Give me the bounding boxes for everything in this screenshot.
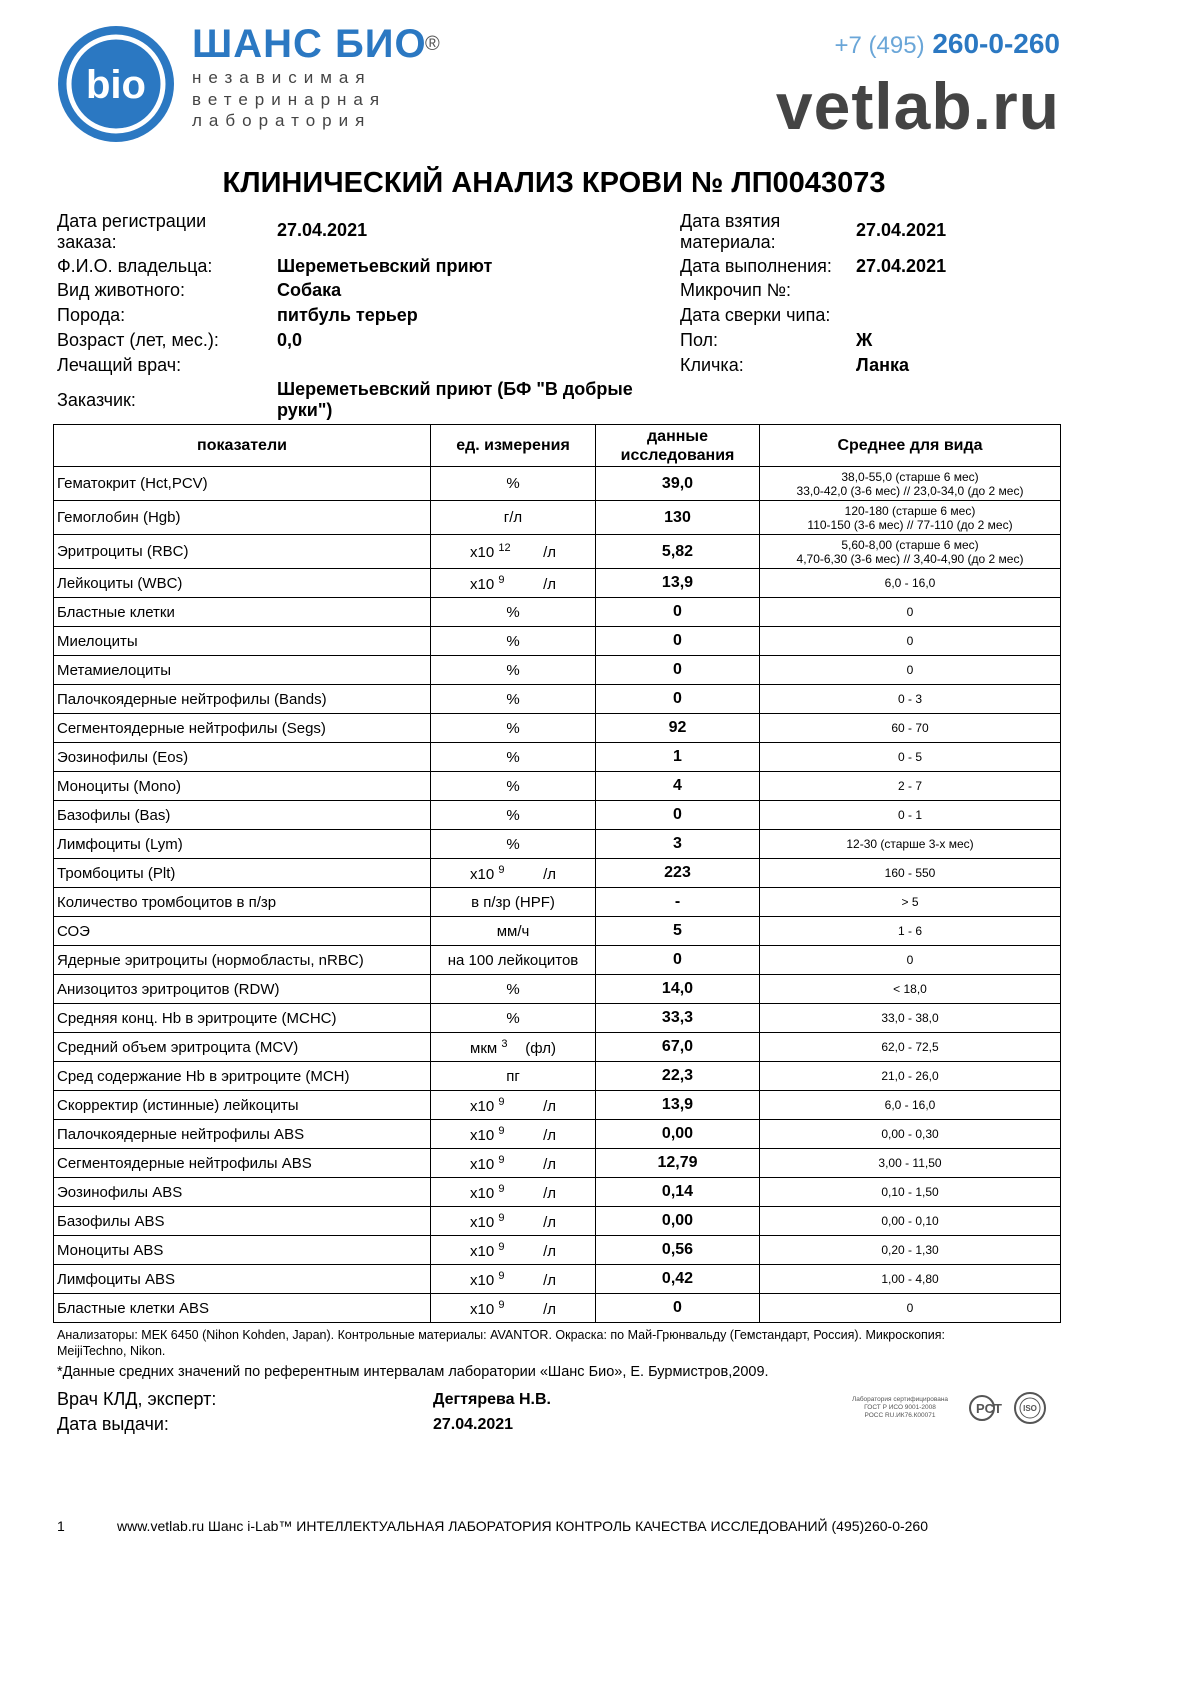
- row-param: СОЭ: [54, 917, 431, 946]
- row-unit: мм/ч: [431, 917, 596, 946]
- pct-cert-icon: [967, 1393, 1011, 1423]
- row-reference: 6,0 - 16,0: [760, 1091, 1061, 1120]
- row-unit: %: [431, 743, 596, 772]
- row-unit: %: [431, 714, 596, 743]
- row-result: 5,82: [596, 535, 760, 569]
- sex-label: Пол:: [680, 330, 719, 350]
- row-reference: 12-30 (старше 3-х мес): [760, 830, 1061, 859]
- footer-contact-line: www.vetlab.ru Шанс i-Lab™ ИНТЕЛЛЕКТУАЛЬНАЯ ЛАБОРАТОРИЯ КОНТРОЛЬ КАЧЕСТВА ИССЛЕДОВАНИЙ (495)260-0-260: [117, 1518, 929, 1534]
- row-reference: 0: [760, 1294, 1061, 1323]
- row-result: 1: [596, 743, 760, 772]
- row-param: Средняя конц. Hb в эритроците (MCHC): [54, 1004, 431, 1033]
- table-row: [54, 946, 1061, 975]
- row-result: 12,79: [596, 1149, 760, 1178]
- row-result: 0,00: [596, 1207, 760, 1236]
- row-reference: 1 - 6: [760, 917, 1061, 946]
- lab-website[interactable]: vetlab.ru: [775, 69, 1060, 143]
- row-unit: x10 $^9$ /л: [431, 1178, 596, 1207]
- row-result: 0,14: [596, 1178, 760, 1207]
- row-param: Базофилы (Bas): [54, 801, 431, 830]
- pet-name-value: Ланка: [856, 355, 909, 375]
- table-row: [54, 859, 1061, 888]
- row-param: Тромбоциты (Plt): [54, 859, 431, 888]
- row-unit: %: [431, 598, 596, 627]
- header-ref: Среднее для вида: [760, 425, 1061, 467]
- row-result: 39,0: [596, 467, 760, 501]
- row-param: Лейкоциты (WBC): [54, 569, 431, 598]
- table-row: [54, 501, 1061, 535]
- vet-label: Лечащий врач:: [57, 355, 182, 375]
- row-unit: x10 $^9$ /л: [431, 859, 596, 888]
- row-param: Ядерные эритроциты (нормобласты, nRBC): [54, 946, 431, 975]
- row-reference: > 5: [760, 888, 1061, 917]
- document-title: КЛИНИЧЕСКИЙ АНАЛИЗ КРОВИ № ЛП0043073: [222, 167, 886, 199]
- row-result: 0: [596, 801, 760, 830]
- row-param: Средний объем эритроцита (MCV): [54, 1033, 431, 1062]
- row-result: 0: [596, 685, 760, 714]
- row-unit: x10 $^9$ /л: [431, 1294, 596, 1323]
- row-result: 13,9: [596, 569, 760, 598]
- table-row: [54, 467, 1061, 501]
- results-table: [53, 424, 1061, 1323]
- breed-value: питбуль терьер: [277, 305, 418, 325]
- brand-registered-mark: ®: [425, 33, 440, 55]
- row-result: 5: [596, 917, 760, 946]
- done-date-label: Дата выполнения:: [680, 256, 832, 276]
- table-row: [54, 627, 1061, 656]
- row-param: Палочкоядерные нейтрофилы ABS: [54, 1120, 431, 1149]
- table-row: [54, 656, 1061, 685]
- row-param: Лимфоциты (Lym): [54, 830, 431, 859]
- row-unit: %: [431, 627, 596, 656]
- breed-label: Порода:: [57, 305, 126, 325]
- row-result: 0: [596, 656, 760, 685]
- row-unit: x10 $^9$ /л: [431, 1149, 596, 1178]
- row-reference: 160 - 550: [760, 859, 1061, 888]
- issue-date-label: Дата выдачи:: [57, 1414, 169, 1434]
- row-reference: 62,0 - 72,5: [760, 1033, 1061, 1062]
- row-unit: x10 $^9$ /л: [431, 569, 596, 598]
- row-unit: %: [431, 467, 596, 501]
- species-label: Вид животного:: [57, 280, 186, 300]
- row-reference: 3,00 - 11,50: [760, 1149, 1061, 1178]
- row-unit: %: [431, 830, 596, 859]
- row-reference: 0: [760, 946, 1061, 975]
- brand-name: ШАНС БИО: [192, 22, 427, 66]
- row-param: Скорректир (истинные) лейкоциты: [54, 1091, 431, 1120]
- row-param: Сегментоядерные нейтрофилы ABS: [54, 1149, 431, 1178]
- row-unit: в п/зр (HPF): [431, 888, 596, 917]
- row-param: Моноциты ABS: [54, 1236, 431, 1265]
- age-label: Возраст (лет, мес.):: [57, 330, 219, 350]
- header-param: показатели: [54, 425, 431, 467]
- row-param: Эозинофилы ABS: [54, 1178, 431, 1207]
- brand-subtitle-line-1: независимая: [192, 68, 372, 87]
- table-row: [54, 714, 1061, 743]
- row-result: 4: [596, 772, 760, 801]
- row-reference: 0: [760, 656, 1061, 685]
- table-row: [54, 1091, 1061, 1120]
- table-row: [54, 888, 1061, 917]
- row-unit: x10 $^9$ /л: [431, 1265, 596, 1294]
- row-reference: 0,00 - 0,10: [760, 1207, 1061, 1236]
- row-result: 0: [596, 946, 760, 975]
- table-row: [54, 743, 1061, 772]
- table-row: [54, 1178, 1061, 1207]
- page-number: 1: [57, 1518, 65, 1534]
- row-param: Сред содержание Hb в эритроците (MCH): [54, 1062, 431, 1091]
- chip-label: Микрочип №:: [680, 280, 792, 300]
- row-reference: 21,0 - 26,0: [760, 1062, 1061, 1091]
- row-unit: мкм $^3$ (фл): [431, 1033, 596, 1062]
- table-row: [54, 569, 1061, 598]
- row-result: 0,00: [596, 1120, 760, 1149]
- sample-date-value: 27.04.2021: [856, 220, 947, 240]
- row-result: -: [596, 888, 760, 917]
- row-param: Количество тромбоцитов в п/зр: [54, 888, 431, 917]
- row-result: 14,0: [596, 975, 760, 1004]
- row-unit: %: [431, 656, 596, 685]
- row-param: Сегментоядерные нейтрофилы (Segs): [54, 714, 431, 743]
- table-row: [54, 975, 1061, 1004]
- table-row: [54, 1207, 1061, 1236]
- phone-number: 260-0-260: [932, 28, 1060, 59]
- reference-note: *Данные средних значений по референтным интервалам лаборатории «Шанс Био», Е. Бурмистров,2009.: [57, 1364, 769, 1380]
- row-unit: %: [431, 801, 596, 830]
- row-param: Палочкоядерные нейтрофилы (Bands): [54, 685, 431, 714]
- svg-text:ISO: ISO: [1023, 1404, 1037, 1413]
- sample-date-label: Дата взятия материала:: [680, 211, 781, 252]
- phone-prefix: +7 (495): [834, 32, 925, 59]
- doctor-label: Врач КЛД, эксперт:: [57, 1389, 217, 1409]
- row-reference: < 18,0: [760, 975, 1061, 1004]
- row-param: Бластные клетки ABS: [54, 1294, 431, 1323]
- table-row: [54, 1062, 1061, 1091]
- row-result: 130: [596, 501, 760, 535]
- issue-date-value: 27.04.2021: [433, 1416, 514, 1433]
- table-row: [54, 1033, 1061, 1062]
- row-unit: %: [431, 975, 596, 1004]
- row-result: 22,3: [596, 1062, 760, 1091]
- table-header-row: [54, 425, 1061, 467]
- row-unit: г/л: [431, 501, 596, 535]
- done-date-value: 27.04.2021: [856, 256, 947, 276]
- table-row: [54, 598, 1061, 627]
- doctor-value: Дегтярева Н.В.: [433, 1391, 551, 1408]
- row-param: Эритроциты (RBC): [54, 535, 431, 569]
- table-row: [54, 917, 1061, 946]
- row-result: 0: [596, 1294, 760, 1323]
- pet-name-label: Кличка:: [680, 355, 744, 375]
- row-unit: x10 $^{12}$ /л: [431, 535, 596, 569]
- analyzers-note: Анализаторы: МЕК 6450 (Nihon Kohden, Japan). Контрольные материалы: AVANTOR. Окраска: по Май-Грюнвальду (Гемстандарт, Россия). Микроскопия: MeijiTechno, Nikon.: [57, 1328, 946, 1358]
- table-row: [54, 1004, 1061, 1033]
- row-reference: 33,0 - 38,0: [760, 1004, 1061, 1033]
- row-param: Гематокрит (Hct,PCV): [54, 467, 431, 501]
- row-reference: 2 - 7: [760, 772, 1061, 801]
- row-reference: 0,10 - 1,50: [760, 1178, 1061, 1207]
- row-param: Миелоциты: [54, 627, 431, 656]
- row-unit: x10 $^9$ /л: [431, 1236, 596, 1265]
- owner-value: Шереметьевский приют: [277, 256, 493, 276]
- svg-text:PCT: PCT: [976, 1401, 1002, 1416]
- row-unit: на 100 лейкоцитов: [431, 946, 596, 975]
- row-reference: 0 - 1: [760, 801, 1061, 830]
- row-reference: 1,00 - 4,80: [760, 1265, 1061, 1294]
- row-reference: 0: [760, 598, 1061, 627]
- table-row: [54, 772, 1061, 801]
- row-unit: x10 $^9$ /л: [431, 1091, 596, 1120]
- row-param: Эозинофилы (Eos): [54, 743, 431, 772]
- row-reference: 0: [760, 627, 1061, 656]
- age-value: 0,0: [277, 330, 303, 350]
- row-reference: 0 - 5: [760, 743, 1061, 772]
- row-reference: 6,0 - 16,0: [760, 569, 1061, 598]
- row-result: 223: [596, 859, 760, 888]
- sex-value: Ж: [856, 330, 873, 350]
- row-result: 33,3: [596, 1004, 760, 1033]
- lab-phone[interactable]: [835, 28, 1061, 60]
- table-row: [54, 1265, 1061, 1294]
- table-row: [54, 535, 1061, 569]
- row-result: 92: [596, 714, 760, 743]
- row-reference: 120-180 (старше 6 мес) 110-150 (3-6 мес) // 77-110 (до 2 мес): [760, 501, 1061, 535]
- row-unit: x10 $^9$ /л: [431, 1207, 596, 1236]
- row-param: Бластные клетки: [54, 598, 431, 627]
- row-param: Базофилы ABS: [54, 1207, 431, 1236]
- row-reference: 5,60-8,00 (старше 6 мес) 4,70-6,30 (3-6 мес) // 3,40-4,90 (до 2 мес): [760, 535, 1061, 569]
- row-param: Анизоцитоз эритроцитов (RDW): [54, 975, 431, 1004]
- iso-cert-icon: [1013, 1391, 1047, 1425]
- customer-label: Заказчик:: [57, 390, 136, 410]
- brand-subtitle-line-3: лаборатория: [192, 111, 372, 130]
- row-param: Метамиелоциты: [54, 656, 431, 685]
- row-result: 0: [596, 598, 760, 627]
- row-unit: %: [431, 772, 596, 801]
- table-row: [54, 1294, 1061, 1323]
- logo-text: bio: [86, 63, 146, 107]
- row-reference: 0,20 - 1,30: [760, 1236, 1061, 1265]
- brand-subtitle-line-2: ветеринарная: [192, 90, 387, 109]
- certification-text: Лаборатория сертифицирована ГОСТ Р ИСО 9001-2008 РОСС RU.ИК76.К00071: [851, 1396, 949, 1419]
- table-row: [54, 1236, 1061, 1265]
- table-row: [54, 801, 1061, 830]
- row-unit: пг: [431, 1062, 596, 1091]
- row-param: Лимфоциты ABS: [54, 1265, 431, 1294]
- row-param: Моноциты (Mono): [54, 772, 431, 801]
- lab-logo-icon: [57, 25, 175, 143]
- row-reference: 60 - 70: [760, 714, 1061, 743]
- table-row: [54, 1120, 1061, 1149]
- table-row: [54, 830, 1061, 859]
- chip-check-label: Дата сверки чипа:: [680, 305, 831, 325]
- row-unit: %: [431, 1004, 596, 1033]
- reg-date-label: Дата регистрации заказа:: [57, 211, 207, 252]
- species-value: Собака: [277, 280, 342, 300]
- row-unit: x10 $^9$ /л: [431, 1120, 596, 1149]
- row-result: 0: [596, 627, 760, 656]
- table-row: [54, 1149, 1061, 1178]
- row-result: 0,56: [596, 1236, 760, 1265]
- header-result: данные исследования: [596, 425, 760, 467]
- row-result: 3: [596, 830, 760, 859]
- row-param: Гемоглобин (Hgb): [54, 501, 431, 535]
- row-reference: 0,00 - 0,30: [760, 1120, 1061, 1149]
- customer-value: Шереметьевский приют (БФ "В добрые руки"): [277, 379, 633, 420]
- row-reference: 38,0-55,0 (старше 6 мес) 33,0-42,0 (3-6 мес) // 23,0-34,0 (до 2 мес): [760, 467, 1061, 501]
- row-unit: %: [431, 685, 596, 714]
- reg-date-value: 27.04.2021: [277, 220, 368, 240]
- row-result: 13,9: [596, 1091, 760, 1120]
- row-reference: 0 - 3: [760, 685, 1061, 714]
- header-unit: ед. измерения: [431, 425, 596, 467]
- table-row: [54, 685, 1061, 714]
- owner-label: Ф.И.О. владельца:: [57, 256, 213, 276]
- row-result: 0,42: [596, 1265, 760, 1294]
- row-result: 67,0: [596, 1033, 760, 1062]
